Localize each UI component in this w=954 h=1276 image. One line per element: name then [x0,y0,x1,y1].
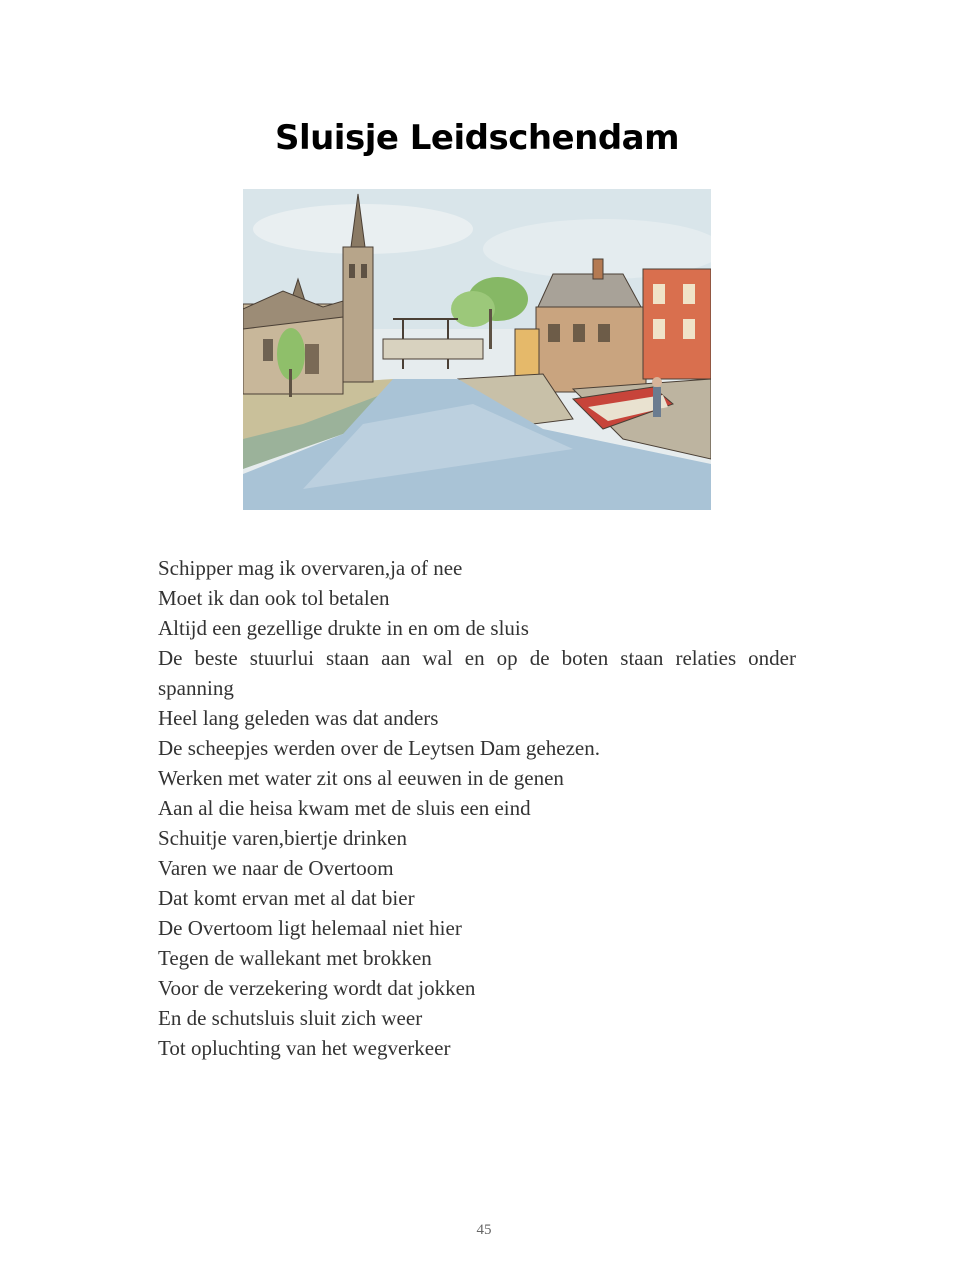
poem-line: De beste stuurlui staan aan wal en op de boten staan relaties onder [158,646,796,670]
poem-line: Schuitje varen,biertje drinken [158,826,407,850]
poem-line: De Overtoom ligt helemaal niet hier [158,916,462,940]
poem-line: Werken met water zit ons al eeuwen in de genen [158,766,564,790]
poem-line: Tot opluchting van het wegverkeer [158,1036,451,1060]
poem-line: Aan al die heisa kwam met de sluis een eind [158,796,531,820]
page-number: 45 [476,1222,492,1238]
poem-text [158,553,798,1063]
watercolor-illustration [243,189,711,510]
poem-line: En de schutsluis sluit zich weer [158,1006,423,1030]
poem-line: Heel lang geleden was dat anders [158,706,439,730]
poem-line: Varen we naar de Overtoom [158,856,394,880]
lock-painting-image [243,189,711,510]
poem-line: spanning [158,676,234,700]
page-title: Sluisje Leidschendam [274,118,680,158]
poem-line: Schipper mag ik overvaren,ja of nee [158,556,463,580]
poem-line: Dat komt ervan met al dat bier [158,886,415,910]
poem-line: Altijd een gezellige drukte in en om de sluis [158,616,529,640]
poem-line: Voor de verzekering wordt dat jokken [158,976,476,1000]
poem-line: De scheepjes werden over de Leytsen Dam gehezen. [158,736,600,760]
poem-line: Tegen de wallekant met brokken [158,946,432,970]
poem-line: Moet ik dan ook tol betalen [158,586,390,610]
